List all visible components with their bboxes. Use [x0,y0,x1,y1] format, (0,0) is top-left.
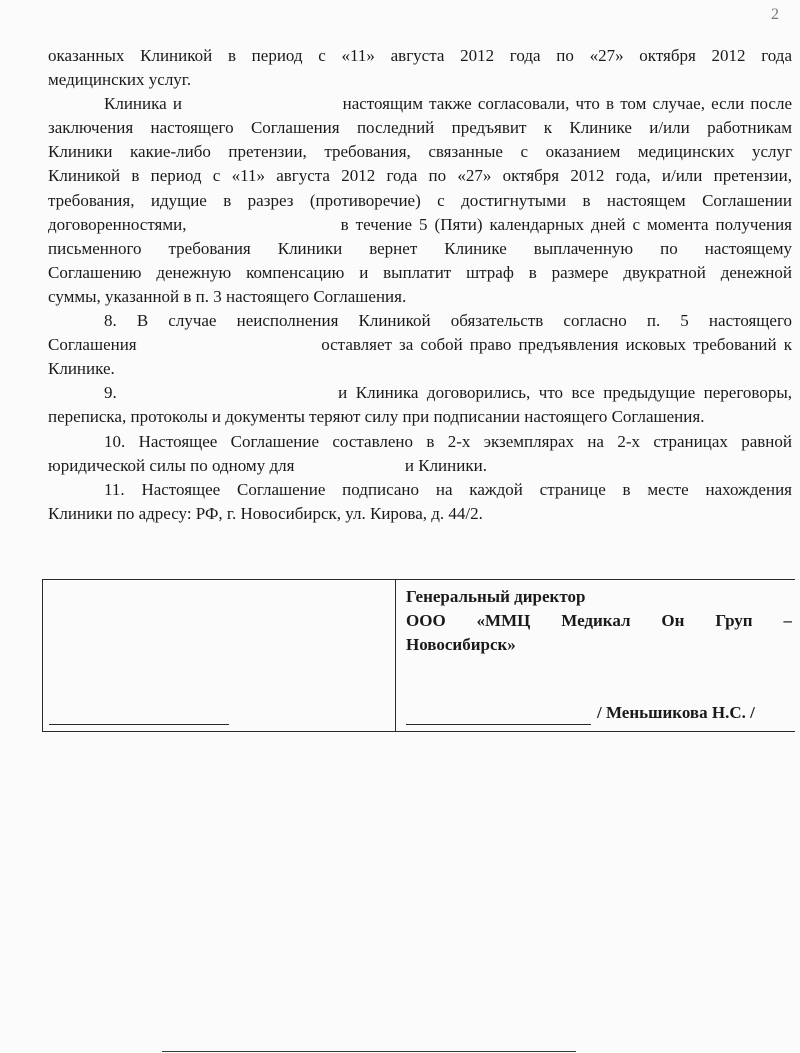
signatory-title: Генеральный директор [406,587,586,606]
signature-blank [406,704,591,725]
text-line: Клиники по адресу: РФ, г. Новосибирск, ул. Кирова, д. 44/2. [48,503,483,523]
text-line: юридической силы по одному для и Клиники. [48,455,487,475]
signature-cell-right [396,580,795,731]
text-line: заключения настоящего Соглашения последний предъявит к Клинике и/или работникам [48,118,792,138]
organization-name [406,609,792,657]
organization-line: Новосибирск» [406,635,516,654]
text-line: переписка, протоколы и документы теряют силу при подписании настоящего Соглашения. [48,407,705,427]
text-line: Клинике. [48,359,115,379]
signature-line-left [49,724,229,725]
text-line: Клиника и настоящим также согласовали, что в том случае, если после [104,94,792,114]
signature-line-right [406,701,755,725]
page-number: 2 [771,6,779,23]
text-line: оказанных Клиникой в период с «11» августа 2012 года по «27» октября 2012 года [48,46,792,65]
text-line: Соглашения оставляет за собой право предъявления исковых требований к [48,335,792,355]
text-line: требования, идущие в разрез (противоречие) с достигнутыми в настоящем Соглашении [48,190,792,210]
signature-cell-left [43,580,396,731]
text-line: 8. В случае неисполнения Клиникой обязательств согласно п. 5 настоящего [104,311,792,331]
text-line: 9. и Клиника договорились, что все предыдущие переговоры, [104,383,792,403]
text-line: письменного требования Клиники вернет Клинике выплаченную по настоящему [48,238,792,258]
text-line: 11. Настоящее Соглашение подписано на каждой странице в месте нахождения [104,479,792,499]
signature-table [42,579,795,732]
text-line: суммы, указанной в п. 3 настоящего Соглашения. [48,286,407,306]
text-line: Клиники какие-либо претензии, требования, связанные с оказанием медицинских услуг [48,142,792,162]
text-line: договоренностями, в течение 5 (Пяти) календарных дней с момента получения [48,214,792,234]
text-line: Клиникой в период с «11» августа 2012 года по «27» октября 2012 года, и/или претензии, [48,166,792,186]
text-line: 10. Настоящее Соглашение составлено в 2-х экземплярах на 2-х страницах равной [104,431,792,451]
organization-line: ООО «ММЦ Медикал Он Груп – [406,611,792,630]
signatory-name: / Меньшикова Н.С. / [597,703,755,722]
agreement-body [48,44,792,526]
text-line: Соглашению денежную компенсацию и выплатит штраф в размере двукратной денежной [48,262,792,282]
text-line: медицинских услуг. [48,70,192,90]
footer-rule [162,1051,576,1052]
